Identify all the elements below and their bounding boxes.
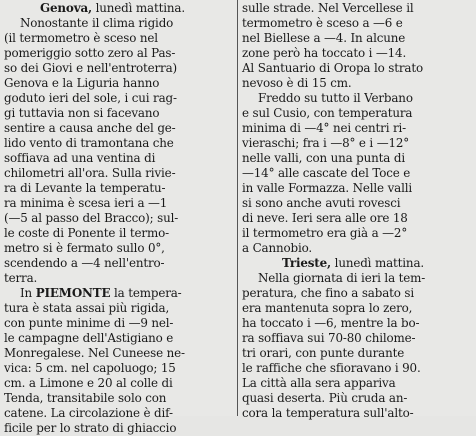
left-column-line: Monregalese. Nel Cuneese ne- xyxy=(4,346,185,360)
left-column-line: tura è stata assai più rigida, xyxy=(4,301,170,315)
left-column-line: In PIEMONTE la tempera- xyxy=(20,286,182,300)
left-column-line: ra minima è scesa ieri a —1 xyxy=(4,196,168,210)
left-column-line: le campagne dell'Astigiano e xyxy=(4,331,174,345)
left-column-line: vica: 5 cm. nel capoluogo; 15 xyxy=(4,361,176,375)
right-column-line: zone però ha toccato i —14. xyxy=(242,46,407,60)
right-column-line: si sono anche avuti rovesci xyxy=(242,196,401,210)
right-column-line: termometro è sceso a —6 e xyxy=(242,16,403,30)
right-column-line: nelle valli, con una punta di xyxy=(242,151,405,165)
right-column-line: nel Biellese a —4. In alcune xyxy=(242,31,406,45)
left-column-line: lido vento di tramontana che xyxy=(4,136,174,150)
left-column-line: catene. La circolazione è dif- xyxy=(4,406,173,420)
left-column-line: (—5 al passo del Bracco); sul- xyxy=(4,211,179,225)
bold-heading-word: PIEMONTE xyxy=(35,286,111,300)
right-column-line: ra soffiava sui 70-80 chilome- xyxy=(242,331,416,345)
right-column-line: di neve. Ieri sera alle ore 18 xyxy=(242,211,408,225)
right-column-line: Trieste, lunedì mattina. xyxy=(282,256,425,270)
right-column-line: sulle strade. Nel Vercellese il xyxy=(242,1,414,15)
right-column-line: quasi deserta. Più cruda an- xyxy=(242,391,408,405)
right-column-line: a Cannobio. xyxy=(242,241,313,255)
left-column-line: Tenda, transitabile solo con xyxy=(4,391,167,405)
right-column-line: La città alla sera appariva xyxy=(242,376,396,390)
right-column-line: era mantenuta sopra lo zero, xyxy=(242,301,413,315)
right-column-line: e sul Cusio, con temperatura xyxy=(242,106,413,120)
right-column-line: peratura, che fino a sabato si xyxy=(242,286,415,300)
bold-heading-word: Genova, xyxy=(40,1,92,15)
left-column-line: ra di Levante la temperatu- xyxy=(4,181,166,195)
right-column-line: vieraschi; fra i —8° e i —12° xyxy=(242,136,410,150)
right-column-line: Al Santuario di Oropa lo strato xyxy=(242,61,423,75)
column-divider xyxy=(237,0,238,416)
bold-heading-word: Trieste, xyxy=(282,256,332,270)
left-column-line: ficile per lo strato di ghiaccio xyxy=(4,421,177,435)
right-column-line: nevoso è di 15 cm. xyxy=(242,76,352,90)
left-column-line: terra. xyxy=(4,271,38,285)
right-column-line: cora la temperatura sull'alto- xyxy=(242,406,414,420)
right-column-line: minima di —4° nei centri ri- xyxy=(242,121,407,135)
right-column-line: Freddo su tutto il Verbano xyxy=(258,91,413,105)
left-column-line: so dei Giovi e nell'entroterra) xyxy=(4,61,177,75)
left-column-line: soffiava ad una ventina di xyxy=(4,151,156,165)
right-column-line: il termometro era già a —2° xyxy=(242,226,408,240)
left-column-line: Genova, lunedì mattina. xyxy=(40,1,185,15)
left-column-line: goduto ieri del sole, i cui rag- xyxy=(4,91,177,105)
right-column-line: in valle Formazza. Nelle valli xyxy=(242,181,413,195)
left-column-line: pomeriggio sotto zero al Pas- xyxy=(4,46,176,60)
left-column-line: (il termometro è sceso nel xyxy=(4,31,158,45)
left-column-line: cm. a Limone e 20 al colle di xyxy=(4,376,173,390)
left-column-line: Genova e la Liguria hanno xyxy=(4,76,160,90)
left-column-line: chilometri all'ora. Sulla rivie- xyxy=(4,166,176,180)
left-column-line: Nonostante il clima rigido xyxy=(20,16,174,30)
left-column-line: gi tuttavia non si facevano xyxy=(4,106,160,120)
left-column-line: con punte minime di —9 nel- xyxy=(4,316,174,330)
right-column-line: —14° alle cascate del Toce e xyxy=(242,166,411,180)
right-column-line: tri orari, con punte durante xyxy=(242,346,405,360)
right-column-line: ha toccato i —6, mentre la bo- xyxy=(242,316,420,330)
right-column-line: le raffiche che sfioravano i 90. xyxy=(242,361,421,375)
left-column-line: scendendo a —4 nell'entro- xyxy=(4,256,165,270)
left-column-line: metro si è fermato sullo 0°, xyxy=(4,241,165,255)
left-column-line: le coste di Ponente il termo- xyxy=(4,226,169,240)
right-column-line: Nella giornata di ieri la tem- xyxy=(258,271,426,285)
left-column-line: sentire a causa anche del ge- xyxy=(4,121,176,135)
